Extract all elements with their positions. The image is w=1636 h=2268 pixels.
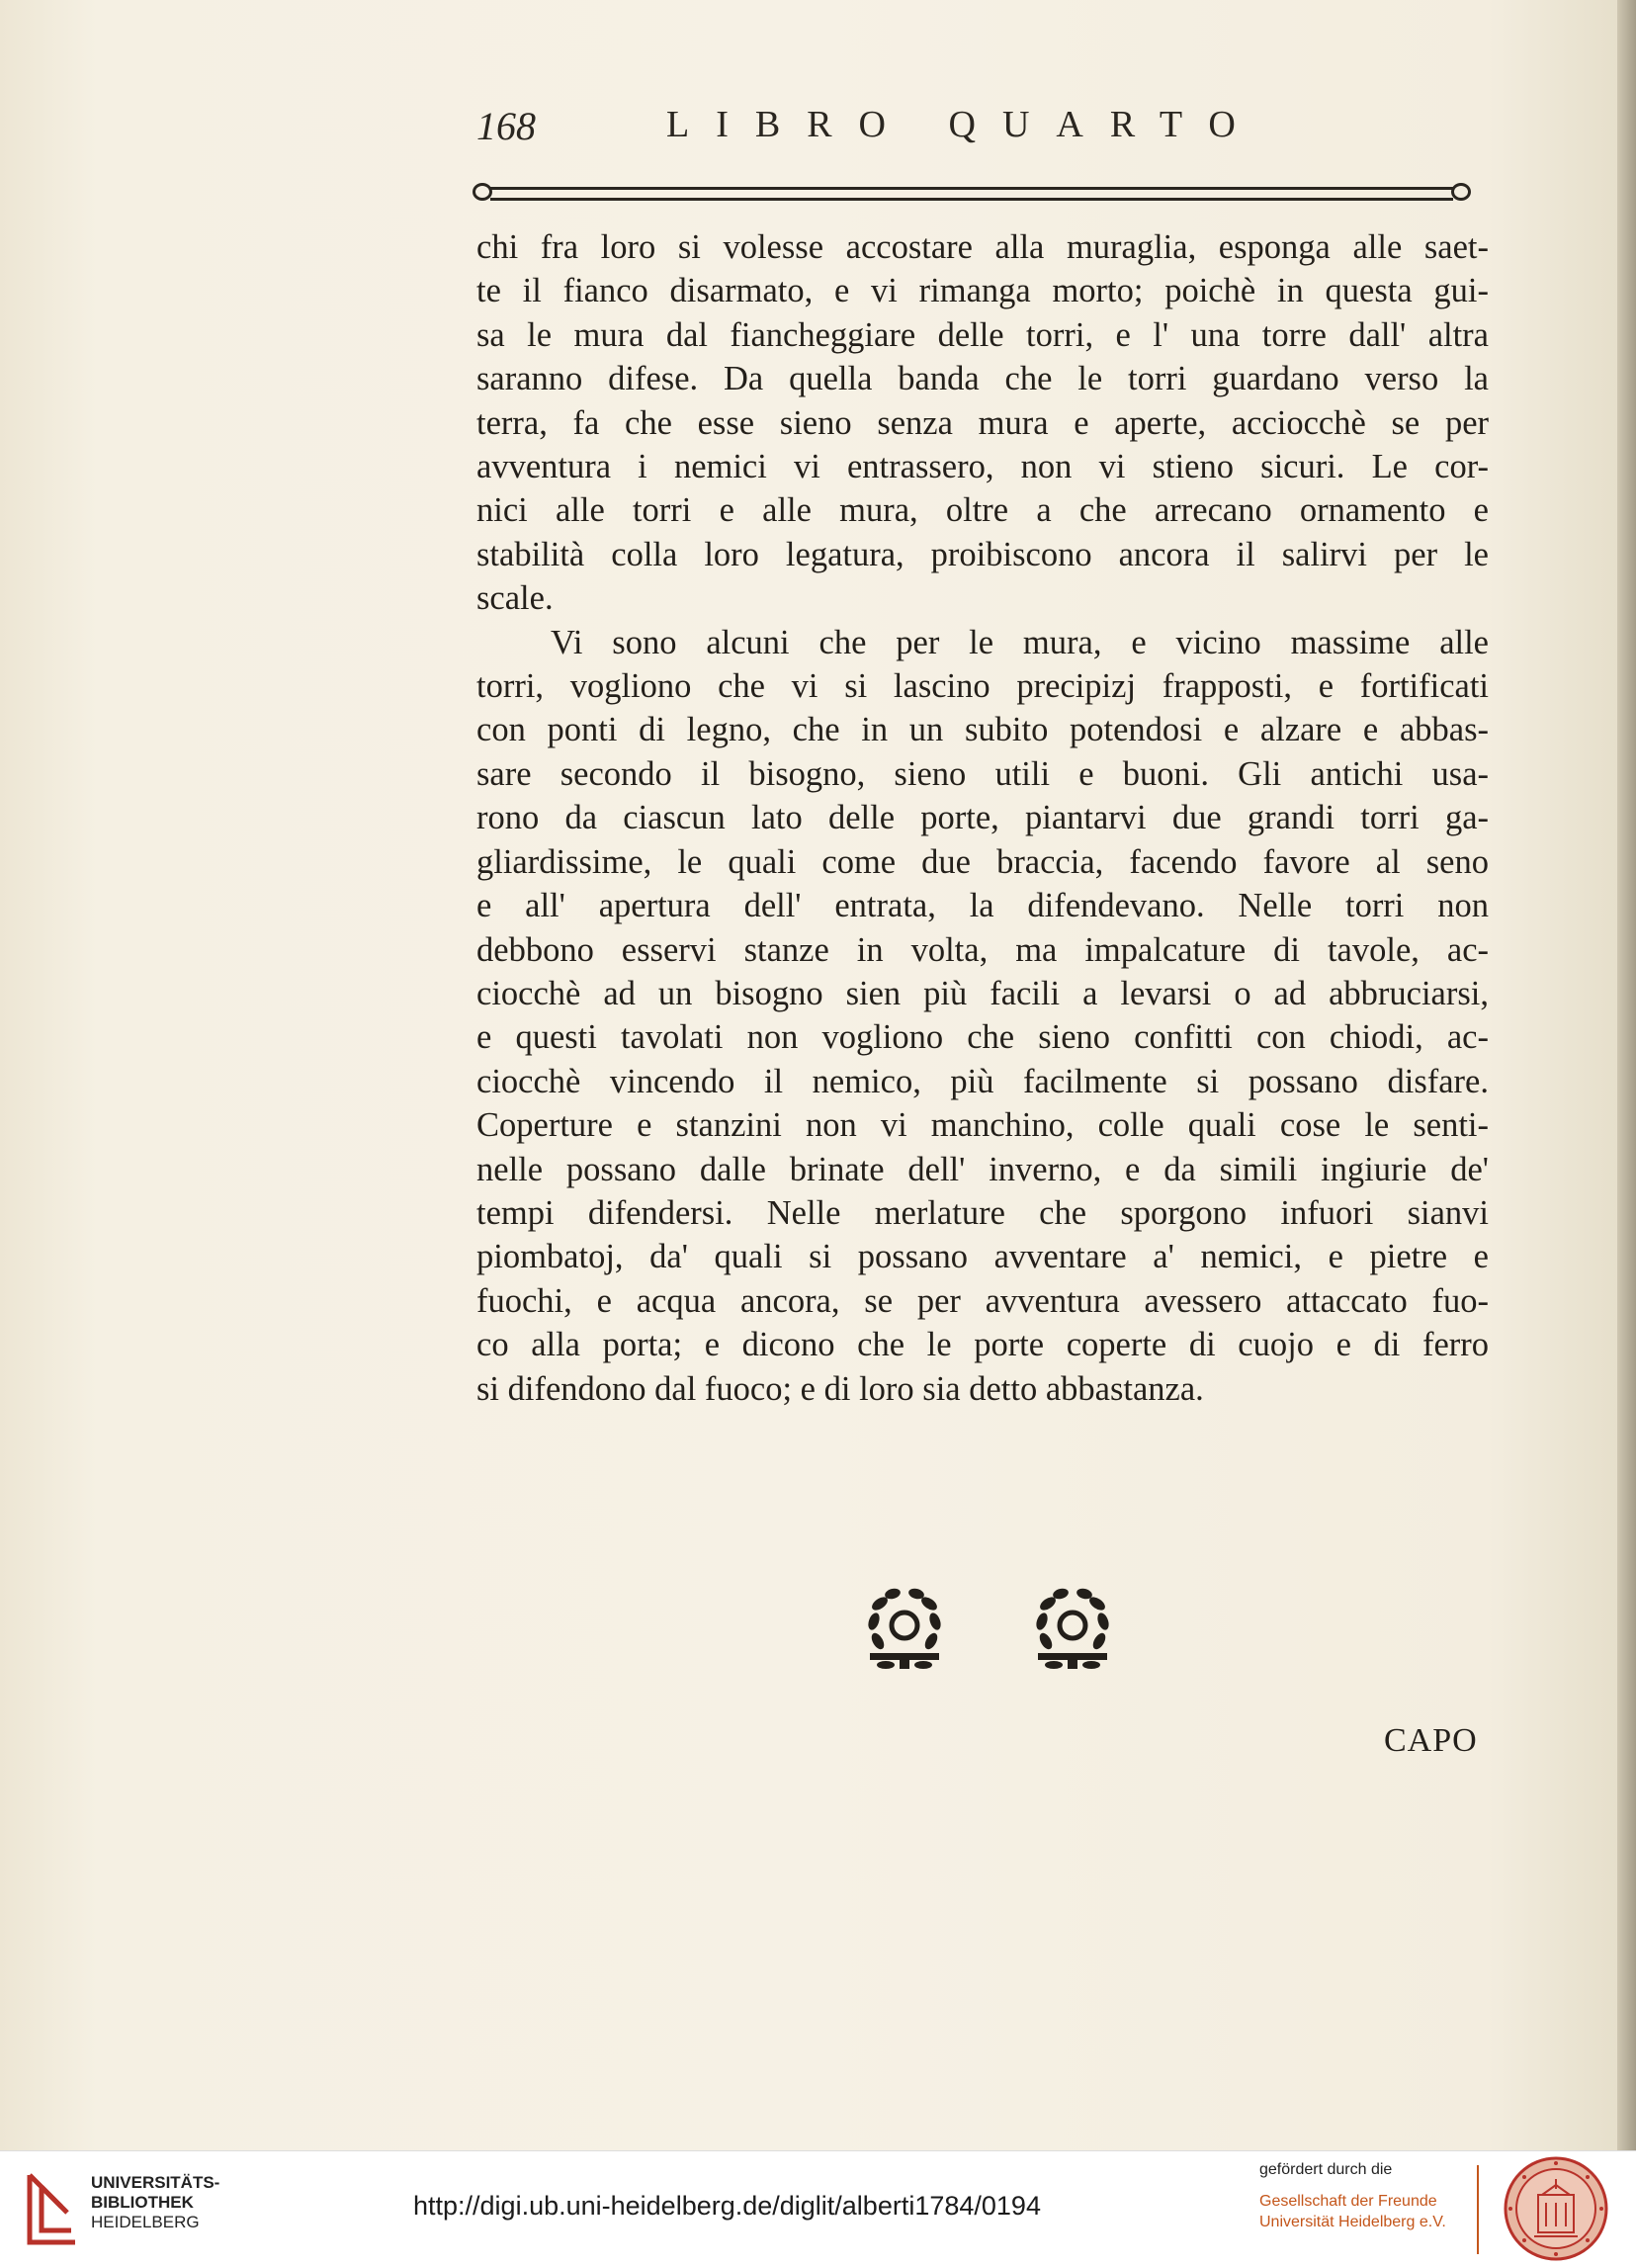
viewer-footer: [0, 2150, 1636, 2268]
text-line: ciocchè ad un bisogno sien più facili a levarsi o ad abbruciarsi,: [476, 974, 1489, 1012]
page-number: 168: [476, 104, 536, 148]
ub-heidelberg-logo-icon[interactable]: [22, 2165, 83, 2250]
text-line: nelle possano dalle brinate dell' inverno, e da simili ingiurie de': [476, 1150, 1489, 1188]
text-line: stabilità colla loro legatura, proibiscono ancora il salirvi per le: [476, 535, 1489, 573]
tailpiece-ornaments: [860, 1582, 1117, 1671]
sponsor-intro: gefördert durch die: [1259, 2161, 1393, 2178]
text-line: gliardissime, le quali come due braccia, facendo favore al seno: [476, 842, 1489, 881]
sponsor-line-2[interactable]: Universität Heidelberg e.V.: [1259, 2214, 1446, 2230]
text-line: si difendono dal fuoco; e di loro sia detto abbastanza.: [476, 1369, 1204, 1408]
catchword: CAPO: [1384, 1722, 1478, 1759]
text-line: fuochi, e acqua ancora, se per avventura avessero attaccato fuo-: [476, 1281, 1489, 1320]
text-line: tempi difendersi. Nelle merlature che sporgono infuori sianvi: [476, 1193, 1489, 1232]
sponsor-divider: [1477, 2165, 1479, 2254]
permalink-url[interactable]: http://digi.ub.uni-heidelberg.de/diglit/alberti1784/0194: [413, 2191, 1041, 2221]
library-line-1: UNIVERSITÄTS-: [91, 2173, 220, 2192]
sponsor-block: [1259, 2161, 1477, 2232]
laurel-wreath-ornament-icon: [860, 1582, 949, 1671]
rule-end-left: [473, 183, 492, 201]
text-line: rono da ciascun lato delle porte, piantarvi due grandi torri ga-: [476, 799, 1489, 837]
rule-end-right: [1451, 183, 1471, 201]
text-line: scale.: [476, 579, 554, 618]
text-line: ciocchè vincendo il nemico, più facilmente si possano disfare.: [476, 1062, 1489, 1100]
page-edge: [1617, 0, 1636, 2150]
text-line: e all' apertura dell' entrata, la difendevano. Nelle torri non: [476, 887, 1489, 925]
text-line: saranno difese. Da quella banda che le torri guardano verso la: [476, 360, 1489, 398]
text-line: nici alle torri e alle mura, oltre a che arrecano ornamento e: [476, 491, 1489, 530]
text-line: sare secondo il bisogno, sieno utili e buoni. Gli antichi usa-: [476, 754, 1489, 793]
rule-bar: [490, 187, 1453, 201]
library-line-2: BIBLIOTHEK: [91, 2193, 194, 2212]
body-text: [476, 225, 1489, 1411]
sponsor-line-1[interactable]: Gesellschaft der Freunde: [1259, 2193, 1437, 2210]
running-head: LIBRO QUARTO: [666, 104, 1262, 145]
text-line: piombatoj, da' quali si possano avventare a' nemici, e pietre e: [476, 1238, 1489, 1276]
text-line: Coperture e stanzini non vi manchino, colle quali cose le senti-: [476, 1106, 1489, 1145]
text-line: sa le mura dal fiancheggiare delle torri, e l' una torre dall' altra: [476, 315, 1489, 354]
page-header: [476, 103, 1465, 162]
text-line: terra, fa che esse sieno senza mura e aperte, acciocchè se per: [476, 403, 1489, 442]
text-line: e questi tavolati non vogliono che sieno confitti con chiodi, ac-: [476, 1018, 1489, 1057]
text-line: chi fra loro si volesse accostare alla muraglia, esponga alle saet-: [476, 228, 1489, 266]
library-line-3: HEIDELBERG: [91, 2213, 200, 2231]
text-line: debbono esservi stanze in volta, ma impalcature di tavole, ac-: [476, 930, 1489, 969]
text-line: avventura i nemici vi entrassero, non vi stieno sicuri. Le cor-: [476, 448, 1489, 486]
laurel-wreath-ornament-icon: [1028, 1582, 1117, 1671]
text-line: torri, vogliono che vi si lascino precipizj frapposti, e fortificati: [476, 667, 1489, 706]
text-line: con ponti di legno, che in un subito potendosi e alzare e abbas-: [476, 711, 1489, 749]
text-line: Vi sono alcuni che per le mura, e vicino massime alle: [551, 623, 1489, 661]
university-seal-icon: [1503, 2155, 1609, 2262]
library-name: [91, 2173, 219, 2232]
text-line: co alla porta; e dicono che le porte coperte di cuojo e di ferro: [476, 1326, 1489, 1364]
header-rule: [473, 181, 1471, 203]
text-line: te il fianco disarmato, e vi rimanga morto; poichè in questa gui-: [476, 272, 1489, 310]
